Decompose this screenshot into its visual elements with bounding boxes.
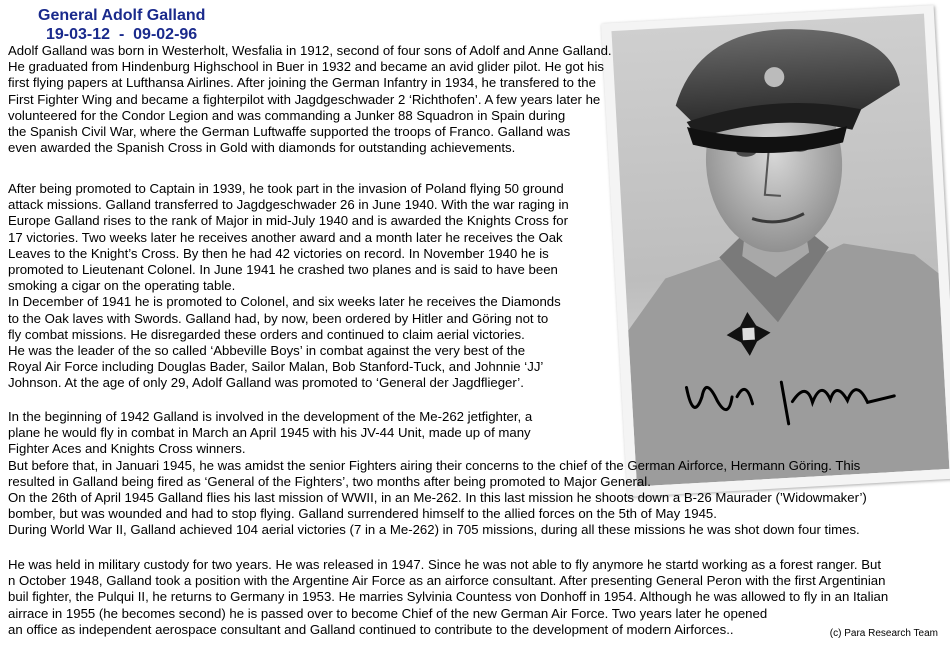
portrait-photo <box>601 5 950 497</box>
text-line: But before that, in Januari 1945, he was amidst the senior Fighters airing their concerns to the chief of the German Airforce, Hermann Göring. This <box>8 457 861 473</box>
text-line: resulted in Galland being fired as ‘General of the Fighters’, two months after being promoted to Major General. <box>8 473 651 489</box>
text-line: In December of 1941 he is promoted to Colonel, and six weeks later he receives the Diamonds <box>8 294 561 310</box>
text-line: plane he would fly in combat in March an April 1945 with his JV-44 Unit, made up of many <box>8 425 531 441</box>
text-line: In the beginning of 1942 Galland is involved in the development of the Me-262 jetfighter, a <box>8 409 533 424</box>
text-line: After being promoted to Captain in 1939, he took part in the invasion of Poland flying 50 ground <box>8 181 564 196</box>
text-line: Europe Galland rises to the rank of Major in mid-July 1940 and is awarded the Knights Cross for <box>8 213 569 229</box>
copyright-credit: (c) Para Research Team <box>829 628 938 639</box>
text-line: attack missions. Galland transferred to Jagdgeschwader 26 in June 1940. With the war raging in <box>8 197 569 213</box>
text-line: He was the leader of the so called ‘Abbeville Boys’ in combat against the very best of the <box>8 343 526 358</box>
text-line: even awarded the Spanish Cross in Gold with diamonds for outstanding achievements. <box>8 140 516 156</box>
text-line: During World War II, Galland achieved 104 aerial victories (7 in a Me-262) in 705 missions, during all these missions he was shot down four times. <box>8 522 860 538</box>
text-line: promoted to Lieutenant Colonel. In June 1941 he crashed two planes and is said to have been <box>8 262 558 277</box>
text-line: 17 victories. Two weeks later he receives another award and a month later he receives the Oak <box>8 229 563 245</box>
text-line: Johnson. At the age of only 29, Adolf Galland was promoted to ‘General der Jagdflieger’. <box>8 375 524 391</box>
text-line: Adolf Galland was born in Westerholt, Wesfalia in 1912, second of four sons of Adolf and Anne Galland. <box>8 43 612 58</box>
text-line: He was held in military custody for two years. He was released in 1947. Since he was not able to fly anymore he startd working as a forest ranger. But <box>8 557 882 572</box>
text-line: an office as independent aerospace consultant and Galland continued to contribute to the development of modern Airforces.. <box>8 621 734 637</box>
page-title: General Adolf Galland <box>38 7 206 24</box>
text-line: He graduated from Hindenburg Highschool in Buer in 1932 and became an avid glider pilot. He got his <box>8 59 605 75</box>
text-line: First Fighter Wing and became a fighterpilot with Jagdgeschwader 2 ‘Richthofen’. A few years later he <box>8 91 601 107</box>
text-line: Fighter Aces and Knights Cross winners. <box>8 441 246 457</box>
text-line: fly combat missions. He disregarded these orders and continued to claim aerial victories. <box>8 326 525 342</box>
text-line: bomber, but was wounded and had to stop flying. Galland surrendered himself to the allied forces on the 5th of May 1945. <box>8 506 717 522</box>
text-line: n October 1948, Galland took a position with the Argentine Air Force as an airforce consultant. After presenting General Peron with the first Argentinian <box>8 573 886 589</box>
text-line: to the Oak laves with Swords. Galland had, by now, been ordered by Hitler and Göring not to <box>8 310 549 326</box>
text-line: volunteered for the Condor Legion and was commanding a Junker 88 Squadron in Spain during <box>8 107 566 123</box>
text-line: airrace in 1955 (he becomes second) he is passed over to become Chief of the new German Air Force. Two years later he opened <box>8 605 768 621</box>
portrait-illustration <box>611 14 949 487</box>
life-dates: 19-03-12 - 09-02-96 <box>46 26 198 43</box>
text-line: Royal Air Force including Douglas Bader, Sailor Malan, Bob Stanford-Tuck, and Johnnie ‘JJ’ <box>8 359 544 375</box>
text-line: buil fighter, the Pulqui II, he returns to Germany in 1953. He marries Sylvinia Countess von Donhoff in 1954. Although he was allowed to fly in an Italian <box>8 589 889 605</box>
text-line: On the 26th of April 1945 Galland flies his last mission of WWII, in an Me-262. In this last mission he shoots down a B-26 Maurader (’Widowmaker’) <box>8 490 867 505</box>
text-line: smoking a cigar on the operating table. <box>8 278 236 294</box>
text-line: first flying papers at Lufthansa Airlines. After joining the German Infantry in 1934, he transfered to the <box>8 75 596 91</box>
text-line: the Spanish Civil War, where the German Luftwaffe supported the troops of Franco. Galland was <box>8 124 571 139</box>
text-line: Leaves to the Knight’s Cross. By then he had 42 victories on record. In November 1940 he is <box>8 245 549 261</box>
